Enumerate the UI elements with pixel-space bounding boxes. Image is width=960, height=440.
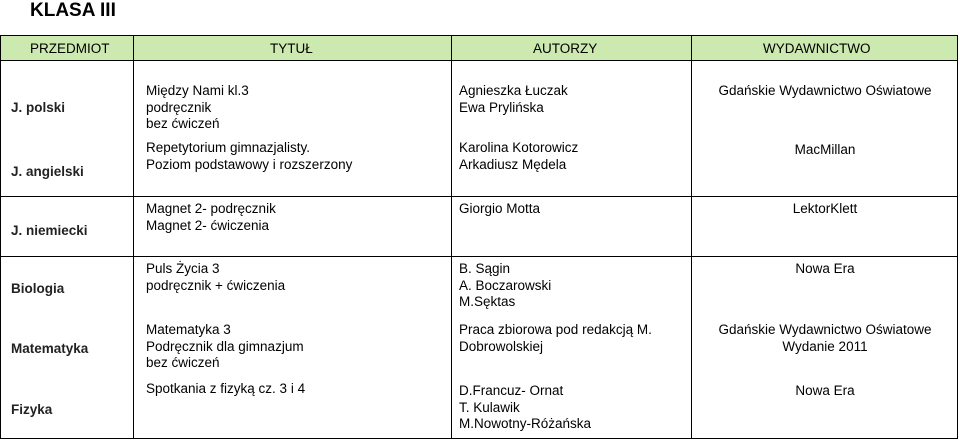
authors-cell — [459, 383, 591, 433]
title-cell — [146, 381, 305, 398]
subject-cell: Matematyka — [11, 341, 89, 356]
author-line: Praca zbiorowa pod redakcją M. — [459, 322, 652, 337]
subject-cell: J. angielski — [11, 164, 84, 179]
title-line: bez ćwiczeń — [146, 116, 220, 131]
subject-cell: J. polski — [11, 100, 66, 115]
authors-cell — [459, 201, 540, 218]
authors-cell — [459, 322, 652, 355]
authors-cell — [459, 140, 578, 173]
authors-cell — [459, 261, 551, 311]
author-line: A. Boczarowski — [459, 277, 552, 293]
title-line: Poziom podstawowy i rozszerzony — [146, 156, 353, 172]
page-title: KLASA III — [30, 0, 116, 21]
publisher-line: Nowa Era — [795, 383, 855, 398]
row-divider — [1, 256, 957, 257]
subject-cell: J. niemiecki — [11, 223, 88, 238]
header-autorzy: AUTORZY — [533, 41, 598, 56]
publisher-line: Gdańskie Wydawnictwo Oświatowe — [718, 322, 932, 337]
subject-cell: Fizyka — [11, 402, 53, 417]
publisher-line: Gdańskie Wydawnictwo Oświatowe — [718, 83, 932, 98]
publisher-cell — [691, 83, 959, 100]
row-divider — [1, 196, 957, 197]
title-cell — [146, 83, 249, 133]
author-line: M.Nowotny-Różańska — [459, 416, 592, 431]
title-line: Podręcznik dla gimnazjum — [146, 338, 304, 354]
author-line: T. Kulawik — [459, 399, 520, 415]
title-cell — [146, 261, 285, 294]
publisher-cell — [691, 201, 959, 218]
title-line: Puls Życia 3 — [146, 261, 220, 276]
title-line: Matematyka 3 — [146, 322, 231, 337]
subject-cell: Biologia — [11, 281, 65, 296]
author-line: Arkadiusz Mędela — [459, 156, 567, 172]
publisher-line: MacMillan — [794, 142, 856, 157]
title-cell — [146, 140, 352, 173]
title-line: bez ćwiczeń — [146, 355, 220, 370]
publisher-cell — [691, 261, 959, 278]
table-header — [1, 36, 957, 61]
title-line: Spotkania z fizyką cz. 3 i 4 — [146, 381, 306, 396]
header-przedmiot: PRZEDMIOT — [30, 41, 110, 56]
title-cell — [146, 322, 304, 372]
author-line: D.Francuz- Ornat — [459, 383, 564, 398]
publisher-cell — [691, 322, 959, 355]
title-line: Repetytorium gimnazjalisty. — [146, 140, 311, 155]
column-divider — [133, 36, 134, 438]
publisher-cell — [691, 383, 959, 400]
publisher-line: Nowa Era — [795, 261, 855, 276]
title-line: podręcznik — [146, 99, 212, 115]
author-line: Agnieszka Łuczak — [459, 83, 568, 98]
title-line: Magnet 2- ćwiczenia — [146, 217, 270, 233]
header-wydawnictwo: WYDAWNICTWO — [763, 41, 871, 56]
title-line: Magnet 2- podręcznik — [146, 201, 276, 216]
publisher-cell — [691, 142, 959, 159]
header-tytul: TYTUŁ — [270, 41, 313, 56]
title-line: podręcznik + ćwiczenia — [146, 277, 286, 293]
authors-cell — [459, 83, 568, 116]
publisher-line: LektorKlett — [792, 201, 858, 216]
publisher-line: Wydanie 2011 — [782, 338, 868, 354]
title-cell — [146, 201, 276, 234]
title-line: Między Nami kl.3 — [146, 83, 249, 98]
author-line: Karolina Kotorowicz — [459, 140, 579, 155]
author-line: Dobrowolskiej — [459, 338, 544, 354]
column-divider — [451, 36, 452, 438]
author-line: Ewa Prylińska — [459, 99, 544, 115]
author-line: Giorgio Motta — [459, 201, 541, 216]
author-line: B. Sągin — [459, 261, 511, 276]
textbook-table — [0, 35, 958, 439]
author-line: M.Sęktas — [459, 294, 516, 309]
